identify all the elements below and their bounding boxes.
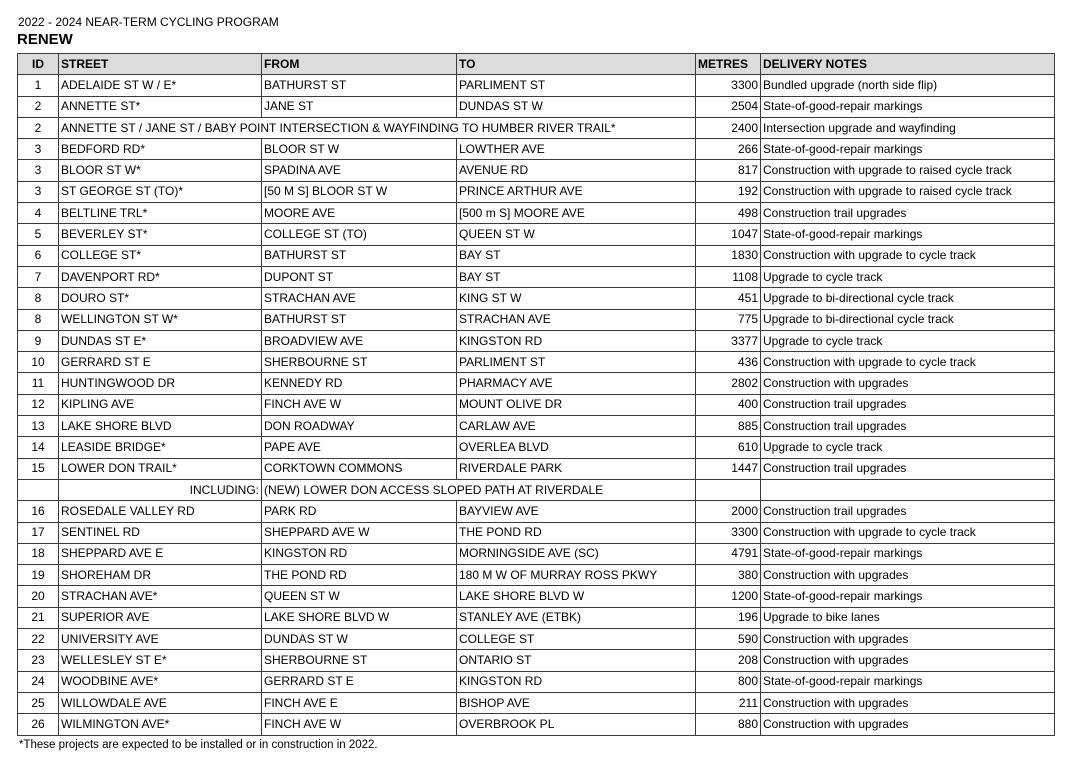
table-row bbox=[18, 288, 1055, 309]
table-row bbox=[18, 160, 1055, 181]
to-cell: [500 m S] MOORE AVE bbox=[457, 203, 696, 224]
metres-cell: 4791 bbox=[696, 543, 761, 564]
id-cell: 11 bbox=[18, 373, 59, 394]
delivery-notes-cell: Intersection upgrade and wayfinding bbox=[761, 117, 1055, 138]
id-cell: 1 bbox=[18, 75, 59, 96]
id-cell: 2 bbox=[18, 117, 59, 138]
street-cell: COLLEGE ST* bbox=[59, 245, 262, 266]
street-cell: ADELAIDE ST W / E* bbox=[59, 75, 262, 96]
footnote: *These projects are expected to be installed or in construction in 2022. bbox=[19, 739, 378, 751]
metres-cell: 451 bbox=[696, 288, 761, 309]
table-row bbox=[18, 479, 1055, 500]
street-cell: WELLINGTON ST W* bbox=[59, 309, 262, 330]
from-cell: SPADINA AVE bbox=[262, 160, 457, 181]
id-cell: 21 bbox=[18, 607, 59, 628]
delivery-notes-cell: Construction trail upgrades bbox=[761, 394, 1055, 415]
table-row bbox=[18, 714, 1055, 735]
id-cell: 22 bbox=[18, 629, 59, 650]
table-row bbox=[18, 75, 1055, 96]
street-cell: WILLOWDALE AVE bbox=[59, 692, 262, 713]
id-cell: 12 bbox=[18, 394, 59, 415]
street-cell: SHEPPARD AVE E bbox=[59, 543, 262, 564]
to-cell: BAYVIEW AVE bbox=[457, 501, 696, 522]
from-cell: KINGSTON RD bbox=[262, 543, 457, 564]
id-cell: 3 bbox=[18, 139, 59, 160]
delivery-notes-cell: Construction with upgrades bbox=[761, 565, 1055, 586]
metres-cell: 3377 bbox=[696, 330, 761, 351]
id-cell: 18 bbox=[18, 543, 59, 564]
id-cell: 13 bbox=[18, 416, 59, 437]
table-row bbox=[18, 607, 1055, 628]
metres-cell: 400 bbox=[696, 394, 761, 415]
id-cell: 15 bbox=[18, 458, 59, 479]
delivery-notes-cell: Upgrade to bi-directional cycle track bbox=[761, 309, 1055, 330]
table-row bbox=[18, 543, 1055, 564]
street-cell: STRACHAN AVE* bbox=[59, 586, 262, 607]
delivery-notes-cell: Construction trail upgrades bbox=[761, 416, 1055, 437]
id-cell: 23 bbox=[18, 650, 59, 671]
from-cell: BROADVIEW AVE bbox=[262, 330, 457, 351]
including-label: INCLUDING: bbox=[59, 479, 262, 500]
table-row bbox=[18, 139, 1055, 160]
table-row bbox=[18, 203, 1055, 224]
street-cell: UNIVERSITY AVE bbox=[59, 629, 262, 650]
street-cell: KIPLING AVE bbox=[59, 394, 262, 415]
street-cell: LEASIDE BRIDGE* bbox=[59, 437, 262, 458]
metres-cell: 498 bbox=[696, 203, 761, 224]
delivery-notes-cell: Construction trail upgrades bbox=[761, 203, 1055, 224]
metres-cell: 880 bbox=[696, 714, 761, 735]
street-cell: GERRARD ST E bbox=[59, 352, 262, 373]
street-cell: BEVERLEY ST* bbox=[59, 224, 262, 245]
cycling-program-table bbox=[17, 53, 1055, 736]
from-cell: DON ROADWAY bbox=[262, 416, 457, 437]
delivery-notes-cell: Upgrade to cycle track bbox=[761, 266, 1055, 287]
from-cell: FINCH AVE W bbox=[262, 394, 457, 415]
metres-cell: 380 bbox=[696, 565, 761, 586]
metres-cell: 266 bbox=[696, 139, 761, 160]
metres-cell: 1447 bbox=[696, 458, 761, 479]
from-cell: PARK RD bbox=[262, 501, 457, 522]
to-cell: PRINCE ARTHUR AVE bbox=[457, 181, 696, 202]
to-cell: STRACHAN AVE bbox=[457, 309, 696, 330]
table-row bbox=[18, 692, 1055, 713]
street-cell: ANNETTE ST* bbox=[59, 96, 262, 117]
id-cell: 4 bbox=[18, 203, 59, 224]
delivery-notes-cell: Construction with upgrade to raised cycle track bbox=[761, 181, 1055, 202]
id-cell: 8 bbox=[18, 288, 59, 309]
id-cell: 5 bbox=[18, 224, 59, 245]
to-cell: RIVERDALE PARK bbox=[457, 458, 696, 479]
metres-cell: 436 bbox=[696, 352, 761, 373]
from-cell: LAKE SHORE BLVD W bbox=[262, 607, 457, 628]
street-cell: WELLESLEY ST E* bbox=[59, 650, 262, 671]
id-cell: 25 bbox=[18, 692, 59, 713]
table-row bbox=[18, 245, 1055, 266]
metres-cell: 1830 bbox=[696, 245, 761, 266]
street-cell: WILMINGTON AVE* bbox=[59, 714, 262, 735]
metres-cell: 590 bbox=[696, 629, 761, 650]
to-cell: KINGSTON RD bbox=[457, 330, 696, 351]
table-row bbox=[18, 501, 1055, 522]
to-cell: BISHOP AVE bbox=[457, 692, 696, 713]
delivery-notes-cell: Construction trail upgrades bbox=[761, 458, 1055, 479]
table-row bbox=[18, 586, 1055, 607]
from-cell: BATHURST ST bbox=[262, 309, 457, 330]
id-cell: 7 bbox=[18, 266, 59, 287]
to-cell: CARLAW AVE bbox=[457, 416, 696, 437]
metres-cell: 775 bbox=[696, 309, 761, 330]
id-cell: 8 bbox=[18, 309, 59, 330]
street-cell: HUNTINGWOOD DR bbox=[59, 373, 262, 394]
table-header-row bbox=[18, 54, 1055, 75]
street-cell: BLOOR ST W* bbox=[59, 160, 262, 181]
id-cell: 3 bbox=[18, 160, 59, 181]
column-header-id: ID bbox=[18, 54, 59, 75]
from-cell: BATHURST ST bbox=[262, 245, 457, 266]
id-cell: 3 bbox=[18, 181, 59, 202]
delivery-notes-cell bbox=[761, 479, 1055, 500]
metres-cell bbox=[696, 479, 761, 500]
to-cell: LAKE SHORE BLVD W bbox=[457, 586, 696, 607]
from-cell: SHERBOURNE ST bbox=[262, 352, 457, 373]
table-row bbox=[18, 96, 1055, 117]
to-cell: QUEEN ST W bbox=[457, 224, 696, 245]
delivery-notes-cell: State-of-good-repair markings bbox=[761, 586, 1055, 607]
street-cell: BEDFORD RD* bbox=[59, 139, 262, 160]
street-cell: LAKE SHORE BLVD bbox=[59, 416, 262, 437]
delivery-notes-cell: Construction with upgrades bbox=[761, 373, 1055, 394]
delivery-notes-cell: Bundled upgrade (north side flip) bbox=[761, 75, 1055, 96]
table-row bbox=[18, 522, 1055, 543]
delivery-notes-cell: State-of-good-repair markings bbox=[761, 671, 1055, 692]
delivery-notes-cell: Construction trail upgrades bbox=[761, 501, 1055, 522]
to-cell: BAY ST bbox=[457, 266, 696, 287]
section-title: RENEW bbox=[17, 31, 73, 48]
to-cell: PARLIMENT ST bbox=[457, 352, 696, 373]
table-row bbox=[18, 629, 1055, 650]
to-cell: THE POND RD bbox=[457, 522, 696, 543]
to-cell: LOWTHER AVE bbox=[457, 139, 696, 160]
id-cell bbox=[18, 479, 59, 500]
street-cell: ST GEORGE ST (TO)* bbox=[59, 181, 262, 202]
id-cell: 17 bbox=[18, 522, 59, 543]
to-cell: COLLEGE ST bbox=[457, 629, 696, 650]
delivery-notes-cell: Upgrade to cycle track bbox=[761, 437, 1055, 458]
street-cell: LOWER DON TRAIL* bbox=[59, 458, 262, 479]
metres-cell: 2400 bbox=[696, 117, 761, 138]
from-cell: THE POND RD bbox=[262, 565, 457, 586]
from-cell: SHERBOURNE ST bbox=[262, 650, 457, 671]
metres-cell: 800 bbox=[696, 671, 761, 692]
metres-cell: 1108 bbox=[696, 266, 761, 287]
id-cell: 20 bbox=[18, 586, 59, 607]
delivery-notes-cell: State-of-good-repair markings bbox=[761, 96, 1055, 117]
to-cell: MORNINGSIDE AVE (SC) bbox=[457, 543, 696, 564]
metres-cell: 817 bbox=[696, 160, 761, 181]
table-row bbox=[18, 565, 1055, 586]
delivery-notes-cell: Upgrade to cycle track bbox=[761, 330, 1055, 351]
metres-cell: 2000 bbox=[696, 501, 761, 522]
street-cell: DAVENPORT RD* bbox=[59, 266, 262, 287]
from-cell: GERRARD ST E bbox=[262, 671, 457, 692]
to-cell: DUNDAS ST W bbox=[457, 96, 696, 117]
delivery-notes-cell: Construction with upgrades bbox=[761, 629, 1055, 650]
column-header-street: STREET bbox=[59, 54, 262, 75]
metres-cell: 1047 bbox=[696, 224, 761, 245]
table-row bbox=[18, 416, 1055, 437]
delivery-notes-cell: Construction with upgrade to cycle track bbox=[761, 352, 1055, 373]
street-cell: BELTLINE TRL* bbox=[59, 203, 262, 224]
table-body bbox=[18, 75, 1055, 735]
program-subtitle: 2022 - 2024 NEAR-TERM CYCLING PROGRAM bbox=[18, 15, 279, 29]
from-cell: STRACHAN AVE bbox=[262, 288, 457, 309]
from-cell: [50 M S] BLOOR ST W bbox=[262, 181, 457, 202]
to-cell: STANLEY AVE (ETBK) bbox=[457, 607, 696, 628]
metres-cell: 196 bbox=[696, 607, 761, 628]
from-cell: JANE ST bbox=[262, 96, 457, 117]
delivery-notes-cell: State-of-good-repair markings bbox=[761, 139, 1055, 160]
id-cell: 9 bbox=[18, 330, 59, 351]
metres-cell: 1200 bbox=[696, 586, 761, 607]
table-row bbox=[18, 373, 1055, 394]
table-row bbox=[18, 671, 1055, 692]
to-cell: AVENUE RD bbox=[457, 160, 696, 181]
street-cell: WOODBINE AVE* bbox=[59, 671, 262, 692]
id-cell: 19 bbox=[18, 565, 59, 586]
table-row bbox=[18, 181, 1055, 202]
delivery-notes-cell: Construction with upgrade to cycle track bbox=[761, 245, 1055, 266]
id-cell: 16 bbox=[18, 501, 59, 522]
delivery-notes-cell: Construction with upgrades bbox=[761, 692, 1055, 713]
delivery-notes-cell: Construction with upgrades bbox=[761, 650, 1055, 671]
delivery-notes-cell: Upgrade to bike lanes bbox=[761, 607, 1055, 628]
table-row bbox=[18, 309, 1055, 330]
column-header-delivery-notes: DELIVERY NOTES bbox=[761, 54, 1055, 75]
table-row bbox=[18, 458, 1055, 479]
column-header-metres: METRES bbox=[696, 54, 761, 75]
street-cell: DOURO ST* bbox=[59, 288, 262, 309]
id-cell: 14 bbox=[18, 437, 59, 458]
project-description-cell: ANNETTE ST / JANE ST / BABY POINT INTERSECTION & WAYFINDING TO HUMBER RIVER TRAIL* bbox=[59, 117, 696, 138]
from-cell: MOORE AVE bbox=[262, 203, 457, 224]
id-cell: 10 bbox=[18, 352, 59, 373]
to-cell: MOUNT OLIVE DR bbox=[457, 394, 696, 415]
delivery-notes-cell: Construction with upgrade to cycle track bbox=[761, 522, 1055, 543]
delivery-notes-cell: Construction with upgrades bbox=[761, 714, 1055, 735]
to-cell: PHARMACY AVE bbox=[457, 373, 696, 394]
from-cell: COLLEGE ST (TO) bbox=[262, 224, 457, 245]
table-row bbox=[18, 330, 1055, 351]
street-cell: SHOREHAM DR bbox=[59, 565, 262, 586]
from-cell: PAPE AVE bbox=[262, 437, 457, 458]
from-cell: CORKTOWN COMMONS bbox=[262, 458, 457, 479]
table-row bbox=[18, 650, 1055, 671]
id-cell: 2 bbox=[18, 96, 59, 117]
metres-cell: 2802 bbox=[696, 373, 761, 394]
id-cell: 26 bbox=[18, 714, 59, 735]
table-row bbox=[18, 437, 1055, 458]
id-cell: 24 bbox=[18, 671, 59, 692]
metres-cell: 3300 bbox=[696, 522, 761, 543]
from-cell: FINCH AVE E bbox=[262, 692, 457, 713]
from-cell: BATHURST ST bbox=[262, 75, 457, 96]
from-cell: QUEEN ST W bbox=[262, 586, 457, 607]
to-cell: PARLIMENT ST bbox=[457, 75, 696, 96]
from-cell: DUNDAS ST W bbox=[262, 629, 457, 650]
metres-cell: 610 bbox=[696, 437, 761, 458]
street-cell: DUNDAS ST E* bbox=[59, 330, 262, 351]
street-cell: ROSEDALE VALLEY RD bbox=[59, 501, 262, 522]
table-row bbox=[18, 117, 1055, 138]
street-cell: SUPERIOR AVE bbox=[59, 607, 262, 628]
including-text: (NEW) LOWER DON ACCESS SLOPED PATH AT RIVERDALE bbox=[262, 479, 696, 500]
table-row bbox=[18, 394, 1055, 415]
delivery-notes-cell: Construction with upgrade to raised cycle track bbox=[761, 160, 1055, 181]
delivery-notes-cell: State-of-good-repair markings bbox=[761, 224, 1055, 245]
from-cell: BLOOR ST W bbox=[262, 139, 457, 160]
column-header-from: FROM bbox=[262, 54, 457, 75]
street-cell: SENTINEL RD bbox=[59, 522, 262, 543]
to-cell: BAY ST bbox=[457, 245, 696, 266]
from-cell: KENNEDY RD bbox=[262, 373, 457, 394]
table-row bbox=[18, 352, 1055, 373]
metres-cell: 2504 bbox=[696, 96, 761, 117]
from-cell: DUPONT ST bbox=[262, 266, 457, 287]
metres-cell: 3300 bbox=[696, 75, 761, 96]
table-row bbox=[18, 266, 1055, 287]
table-row bbox=[18, 224, 1055, 245]
id-cell: 6 bbox=[18, 245, 59, 266]
to-cell: 180 M W OF MURRAY ROSS PKWY bbox=[457, 565, 696, 586]
to-cell: KING ST W bbox=[457, 288, 696, 309]
metres-cell: 208 bbox=[696, 650, 761, 671]
to-cell: OVERBROOK PL bbox=[457, 714, 696, 735]
metres-cell: 211 bbox=[696, 692, 761, 713]
metres-cell: 192 bbox=[696, 181, 761, 202]
metres-cell: 885 bbox=[696, 416, 761, 437]
to-cell: OVERLEA BLVD bbox=[457, 437, 696, 458]
column-header-to: TO bbox=[457, 54, 696, 75]
to-cell: KINGSTON RD bbox=[457, 671, 696, 692]
delivery-notes-cell: Upgrade to bi-directional cycle track bbox=[761, 288, 1055, 309]
from-cell: FINCH AVE W bbox=[262, 714, 457, 735]
delivery-notes-cell: State-of-good-repair markings bbox=[761, 543, 1055, 564]
from-cell: SHEPPARD AVE W bbox=[262, 522, 457, 543]
to-cell: ONTARIO ST bbox=[457, 650, 696, 671]
